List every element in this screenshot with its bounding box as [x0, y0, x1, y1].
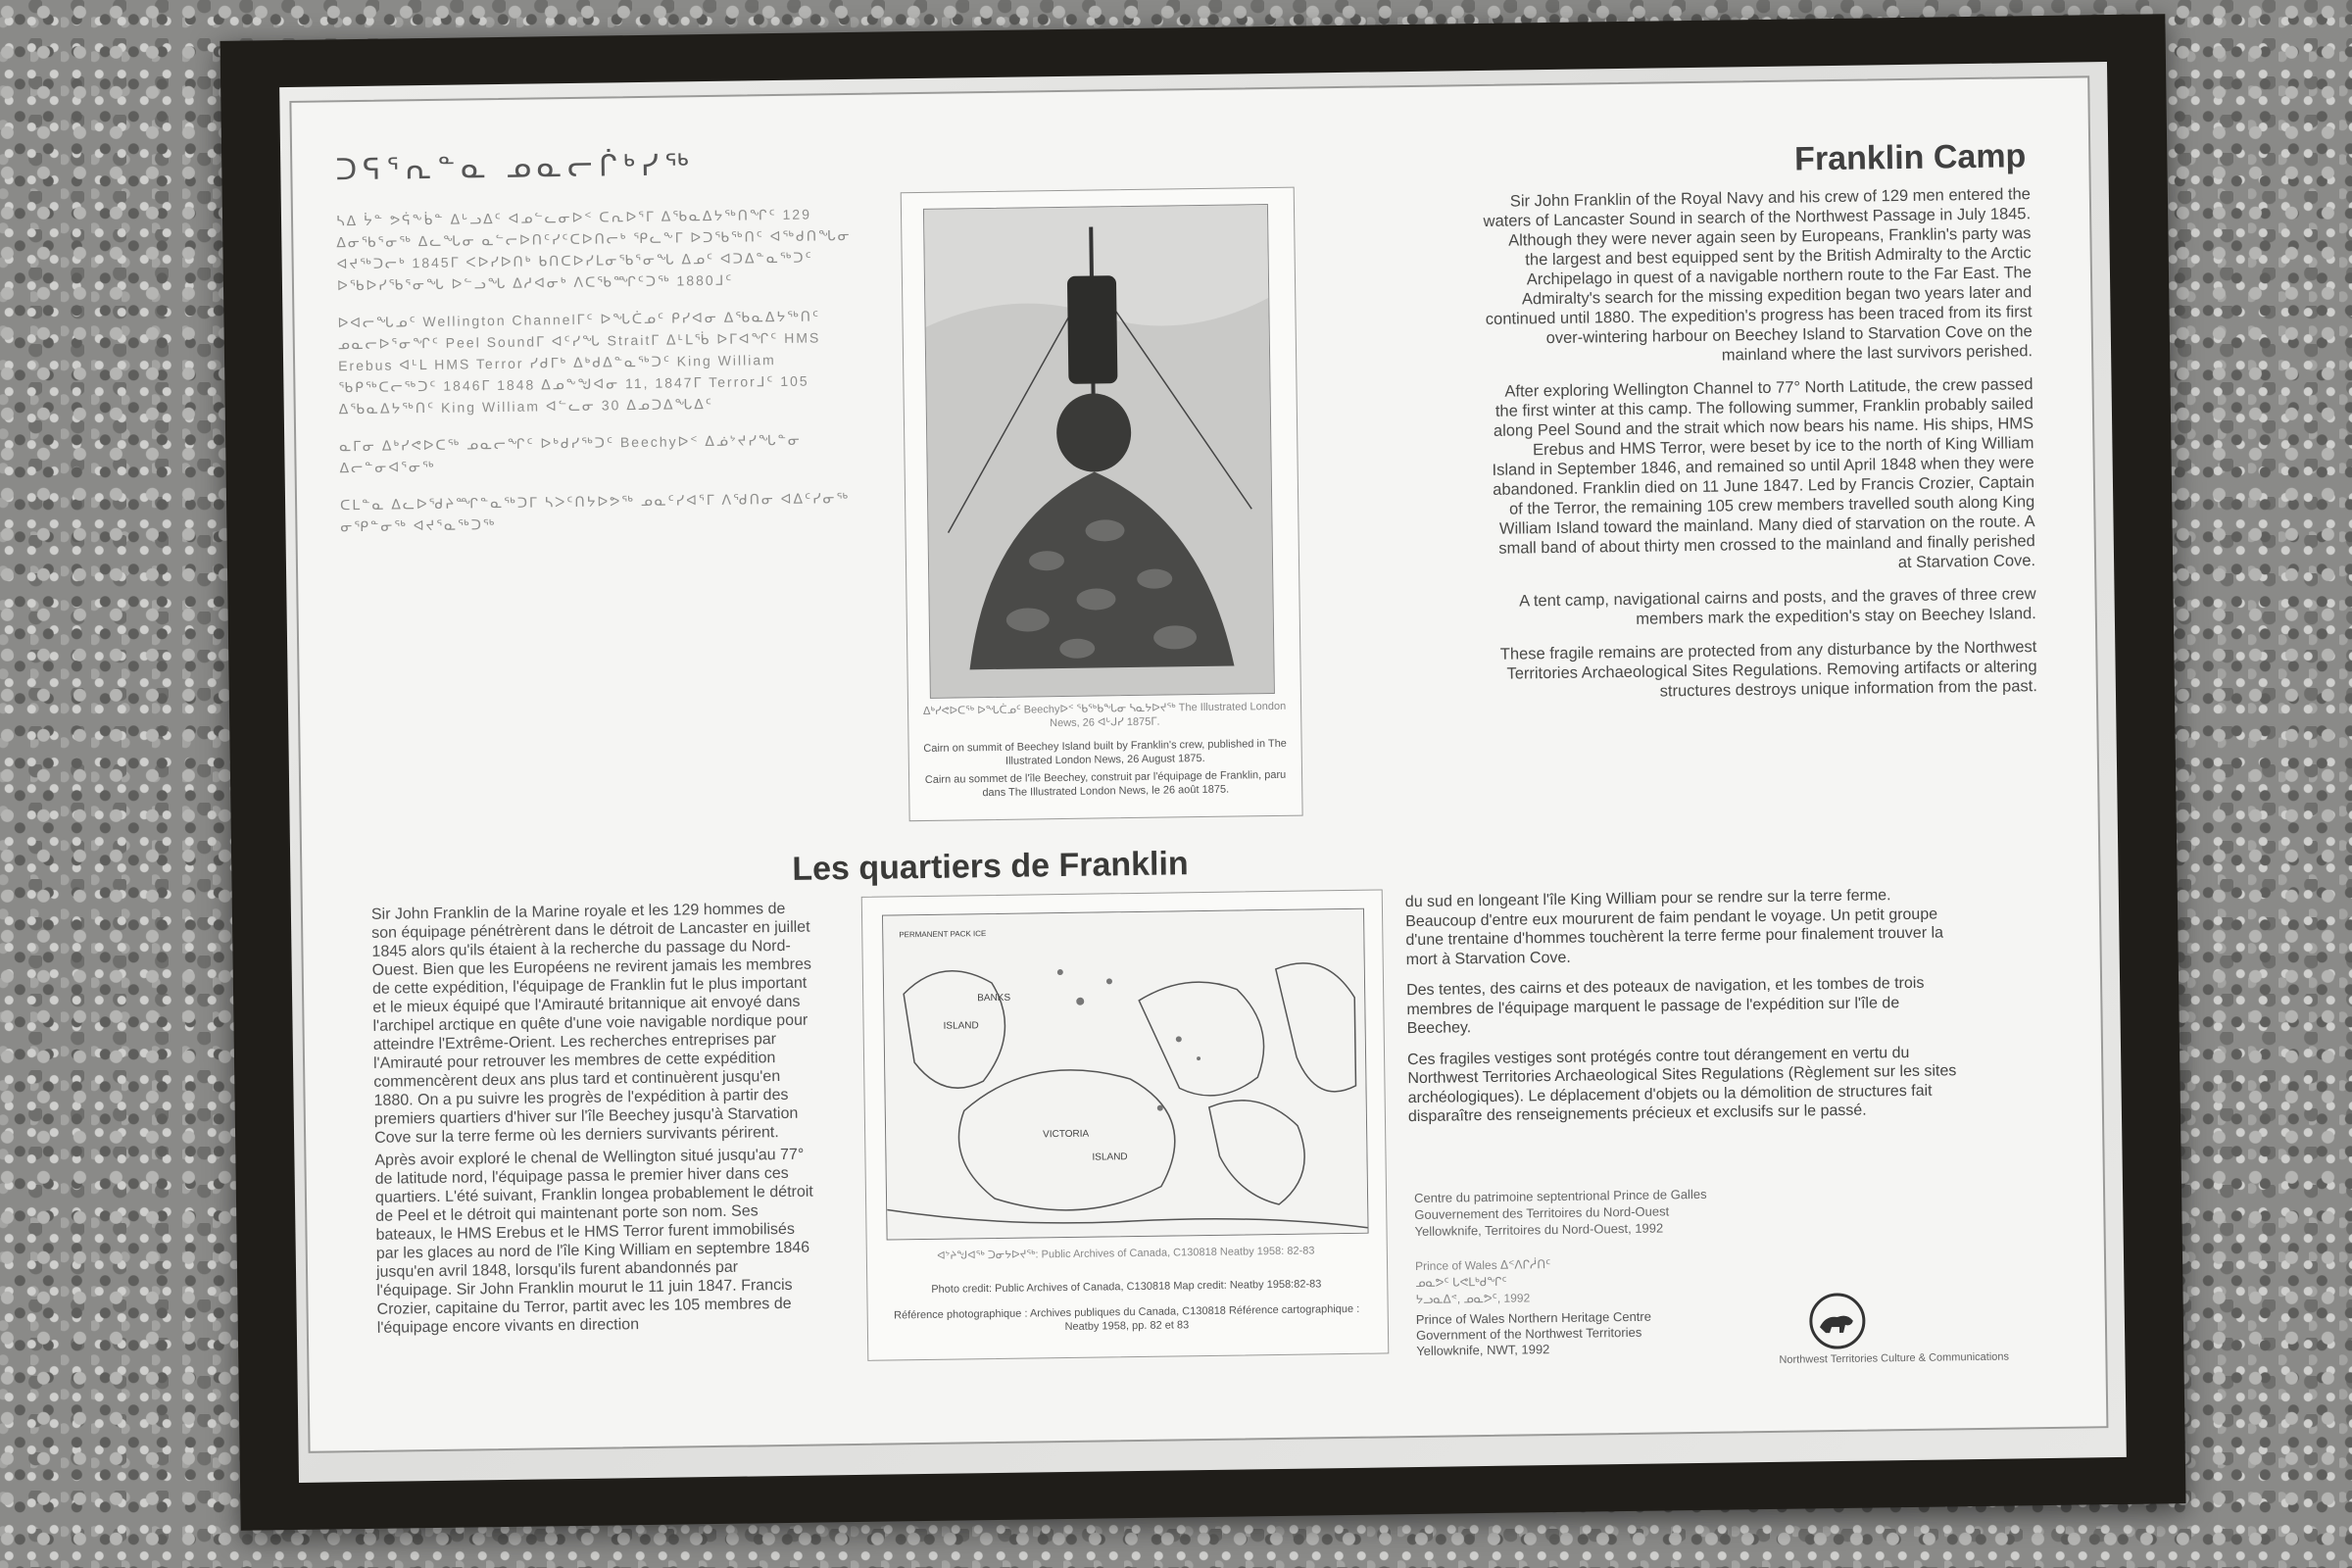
photo-caption-french: Cairn au sommet de l'île Beechey, construit par l'équipage de Franklin, paru dans The Illustrated London News, le 26 août 1875.	[924, 768, 1287, 800]
map-credit-english: Photo credit: Public Archives of Canada, C130818 Map credit: Neatby 1958:82-83	[931, 1278, 1322, 1296]
sign-panel	[289, 75, 2108, 1453]
syllabics-text	[336, 203, 870, 554]
credit-line: Yellowknife, Territoires du Nord-Ouest, 1992	[1414, 1220, 1664, 1240]
credits-english	[1416, 1307, 1789, 1359]
credit-line: ᓄᓇᕗᑦ ᒐᕙᒪᒃᑯᖏᑦ	[1415, 1274, 1507, 1291]
english-title: Franklin Camp	[1793, 137, 2027, 178]
cairn-engraving	[923, 204, 1275, 699]
english-paragraph: After exploring Wellington Channel to 77° North Latitude, the crew passed the first winter at this camp. The following summer, Franklin probably sailed along Peel Sound and the strait which now bears his name. His ships, HMS Erebus and HMS Terror, were beset by ice to the north of King William Island in September 1846, and remained so until April 1848 when they were abandoned. Franklin died on 11 June 1847. Led by Francis Crozier, Captain of the Terror, the remaining 105 crew members travelled south along King William Island toward the mainland. Many died of starvation on the route. A small band of about thirty men crossed to the mainland and finally perished at Starvation Cove.	[1492, 375, 2036, 572]
french-text-left	[371, 900, 818, 1342]
map-label-pack-ice: PERMANENT PACK ICE	[899, 929, 987, 940]
credit-line: Prince of Wales Northern Heritage Centre	[1415, 1308, 1652, 1328]
syllabics-paragraph: ᓇᒥᓂ ᐃᒃᓯᕙᐅᑕᖅ ᓄᓇᓕᖏᑦ ᐅᒃᑯᓯᖅᑐᑦ Beechyᐅᑉ ᐃᓅᔾᔪᓯᖓᓐᓂ ᐃᓕᓐᓂᐊᕐᓂᖅ	[339, 431, 802, 476]
photo-caption-english: Cairn on summit of Beechey Island built by Franklin's crew, published in The Illustrated London News, 26 August 1875.	[923, 737, 1287, 767]
credit-line: Centre du patrimoine septentrional Prince de Galles	[1413, 1186, 1707, 1206]
map-label-banks-island: ISLAND	[943, 1020, 979, 1032]
map-label-victoria: VICTORIA	[1043, 1128, 1090, 1141]
arctic-map-drawing	[883, 909, 1368, 1240]
arctic-map	[882, 908, 1369, 1241]
french-paragraph: Après avoir exploré le chenal de Wellington situé jusqu'au 77° de latitude nord, l'équipage passa le premier hiver dans ces quartiers. L'été suivant, Franklin longea probablement le détroit de Peel et le détroit qui maintenant porte son nom. Ses bateaux, le HMS Erebus et le HMS Terror furent immobilisés par les glaces au nord de l'île King William en septembre 1846 jusqu'en avril 1848, lorsqu'ils furent abandonnés par l'équipage. Sir John Franklin mourut le 11 juin 1847. Francis Crozier, capitaine du Terror, partit avec les 105 membres de l'équipage encore vivants en direction	[374, 1146, 813, 1337]
credit-line: Yellowknife, NWT, 1992	[1416, 1342, 1550, 1359]
map-label-banks: BANKS	[977, 992, 1011, 1004]
nwt-polar-bear-logo-icon	[1807, 1292, 1867, 1351]
credit-line: Prince of Wales ᐃᑉᐱᒋᓲᑎᑦ	[1414, 1257, 1551, 1274]
photo-caption-syllabics: ᐃᒃᓯᕙᐅᑕᖅ ᐅᖓᑖᓄᑦ Beechyᐅᑉ ᖃᖅᑲᖓᓂ ᓴᓇᔭᐅᔪᖅ The Illustrated London News, 26 ᐊᒡᒍᓯ 1875ᒥ.	[922, 700, 1287, 730]
english-paragraph: These fragile remains are protected from any disturbance by the Northwest Territories Archaeological Sites Regulations. Removing artifacts or altering structures destroys unique information from the past.	[1499, 638, 2037, 701]
syllabics-title: ᑐᕋᕐᕆᓐᓇ ᓄᓇᓕᒌᒃᓯᖅ	[335, 149, 695, 187]
logo-text: Northwest Territories Culture & Communications	[1779, 1350, 2010, 1366]
french-title: Les quartiers de Franklin	[792, 845, 1189, 888]
credit-line: Gouvernement des Territoires du Nord-Ouest	[1414, 1203, 1670, 1223]
english-paragraph: A tent camp, navigational cairns and posts, and the graves of three crew members mark the expedition's stay on Beechey Island.	[1519, 585, 2036, 628]
syllabics-paragraph: ᓴᐃ ᔮᓐ ᕗᕌᖕᑳᓐ ᐃᒡᓗᐃᑦ ᐊᓄᓪᓚᓂᐅᑉ ᑕᕆᐅᕐᒥ ᐃᖃᓇᐃᔭᖅᑎᖏᑦ 129 ᐃᓂᖃᕐᓂᖅ ᐃᓚᖓᓂ ᓇᓪᓕᐅᑎᑦᓯᑦᑕᐅᑎᓕᒃ ᕿᓚᖕᒥ ᐅᑐᖃᖅᑎᑦ ᐊᖅᑯᑎᖓᓂ ᐊᔪᖅᑐᓕᒃ 1845ᒥ ᐸᐅᓯᐅᑎᒃ ᑲᑎᑕᐅᓯᒪᓂᖃᕐᓂᖓ ᐃᓄᑦ ᐊᑐᐃᓐᓇᖅᑐᑦ ᐅᖃᐅᓯᖃᕐᓂᖓ ᐅᓪᓗᖓ ᐃᓱᐊᓂᒃ ᐱᑕᖃᙱᑦᑐᖅ 1880ᒧᑦ	[335, 206, 852, 294]
syllabics-paragraph: ᐅᐊᓕᖓᓄᑦ Wellington Channelᒥᑦ ᐅᖓᑖᓄᑦ ᑭᓯᐊᓂ ᐃᖃᓇᐃᔭᖅᑎᑦ ᓄᓇᓕᐅᕐᓂᖏᑦ Peel Soundᒥ ᐊᑦᓯᖓ Straitᒥ ᐃᒻᒪᖄ ᐅᒥᐊᖏᑦ HMS Erebus ᐊᒻᒪ HMS Terror ᓯᑯᒥᒃ ᐃᒃᑯᐃᓐᓇᖅᑐᑦ King William ᖃᑭᖅᑕᓕᖅᑐᑦ 1846ᒥ 1848 ᐃᓄᖕᖑᐊᓂ 11, 1847ᒥ Terrorᒧᑦ 105 ᐃᖃᓇᐃᔭᖅᑎᑦ King William ᐊᓪᓚᓂ 30 ᐃᓄᑐᐃᖓᐃᑦ	[337, 308, 821, 417]
cairn-illustration	[924, 205, 1274, 698]
map-credit-french: Référence photographique : Archives publiques du Canada, C130818 Référence cartographique : Neatby 1958, pp. 82 et 83	[894, 1302, 1360, 1334]
syllabics-paragraph: ᑕᒪᓐᓇ ᐃᓚᐅᖁᔨᙱᓐᓇᖅᑐᒥ ᓴᐳᑦᑎᔭᐅᕗᖅ ᓄᓇᑦᓯᐊᕐᒥ ᐱᖁᑎᓂ ᐊᐃᑦᓯᓂᖅ ᓂᕿᓐᓂᖅ ᐊᔪᕐᓇᖅᑐᖅ	[339, 490, 851, 535]
cairn-photo-box	[901, 187, 1303, 822]
map-box	[861, 889, 1390, 1360]
credits-syllabics	[1415, 1254, 1710, 1308]
map-label-victoria-island: ISLAND	[1092, 1152, 1128, 1163]
credit-line: ᔭᓗᓇᐃᕝ, ᓄᓇᕗᑦ, 1992	[1415, 1291, 1531, 1307]
credits-french	[1414, 1184, 1837, 1240]
english-paragraph: Sir John Franklin of the Royal Navy and his crew of 129 men entered the waters of Lancaster Sound in search of the Northwest Passage in July 1845. Although they were never again seen by Europeans, Franklin's party was the largest and best equipped sent by the British Admiralty to the Arctic Archipelago in quest of a navigable northern route to the Far East. The Admiralty's search for the missing expedition began two years later and continued until 1880. The expedition's progress has been traced from its first over-wintering harbour on Beechey Island to Starvation Cove on the mainland where the last survivors perished.	[1483, 185, 2034, 365]
french-paragraph: du sud en longeant l'île King William pour se rendre sur la terre ferme. Beaucoup d'entre eux moururent de faim pendant le voyage. Un petit groupe d'une trentaine d'hommes touchèrent la terre ferme pour finalement trouver la mort à Starvation Cove.	[1404, 887, 1944, 968]
french-paragraph: Ces fragiles vestiges sont protégés contre tout dérangement en vertu du Northwest Territories Archaeological Sites Regulations (Règlement sur les sites archéologiques). Le déplacement d'objets ou la démolition de structures fait disparaître des renseignements précieux et exclusifs sur le passé.	[1406, 1044, 1957, 1126]
english-text	[1482, 184, 2037, 717]
french-text-right	[1405, 885, 1957, 1138]
french-paragraph: Des tentes, des cairns et des poteaux de navigation, et les tombes de trois membres de l'équipage marquent le passage de l'expédition sur l'île de Beechey.	[1406, 974, 1925, 1038]
credit-line: Government of the Northwest Territories	[1415, 1324, 1642, 1344]
french-paragraph: Sir John Franklin de la Marine royale et les 129 hommes de son équipage pénétrèrent dans le détroit de Lancaster en juillet 1845 alors qu'ils étaient à la recherche du passage du Nord-Ouest. Bien que les Européens ne revirent jamais les membres de cette expédition, l'équipage de Franklin fut le plus important et le mieux équipé que l'Amirauté britannique ait envoyé dans l'archipel arctique en quête d'une voie navigable nordique pour atteindre l'Extrême-Orient. Les recherches entreprises par l'Amirauté pour retrouver les membres de cette expédition commencèrent deux ans plus tard et continuèrent jusqu'en 1880. On a pu suivre les progrès de l'expédition à partir des premiers quartiers d'hiver sur l'île Beechey jusqu'à Starvation Cove sur la terre ferme où les derniers survivants périrent.	[370, 900, 812, 1147]
sign-frame	[220, 14, 2185, 1531]
map-caption-syllabics: ᐊᔾᔨᖑᐊᖅ ᑐᓂᔭᐅᔪᖅ: Public Archives of Canada, C130818 Neatby 1958: 82-83	[937, 1245, 1315, 1262]
